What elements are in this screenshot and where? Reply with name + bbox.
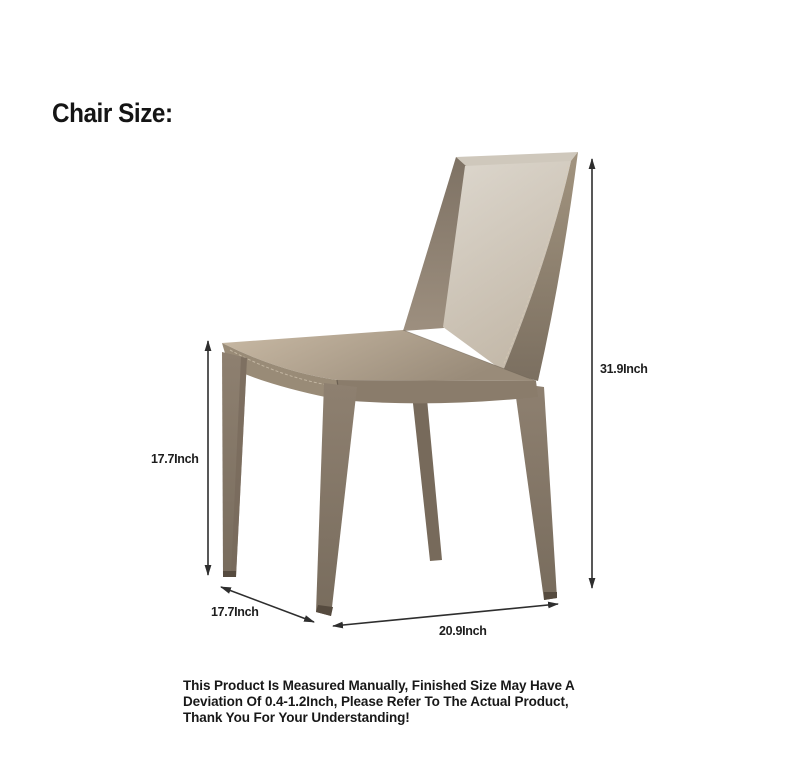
back-right-foot [544, 592, 557, 600]
chair-illustration [222, 152, 578, 616]
front-right-leg [316, 383, 357, 616]
disclaimer-line: Thank You For Your Understanding! [183, 710, 410, 725]
back-right-leg [514, 383, 557, 600]
height-label: 31.9Inch [600, 362, 648, 376]
depth-label: 17.7Inch [211, 605, 259, 619]
front-left-foot [223, 571, 236, 577]
width-dimension-line [333, 604, 558, 626]
width-label: 20.9Inch [439, 624, 487, 638]
section-title: Chair Size: [52, 98, 173, 128]
seat-height-label: 17.7Inch [151, 452, 199, 466]
disclaimer-line: This Product Is Measured Manually, Finished Size May Have A [183, 678, 575, 693]
back-left-leg [411, 385, 442, 561]
seat-skirt-right [337, 380, 538, 403]
disclaimer-text [183, 678, 575, 726]
disclaimer-line: Deviation Of 0.4-1.2Inch, Please Refer To The Actual Product, [183, 694, 569, 709]
